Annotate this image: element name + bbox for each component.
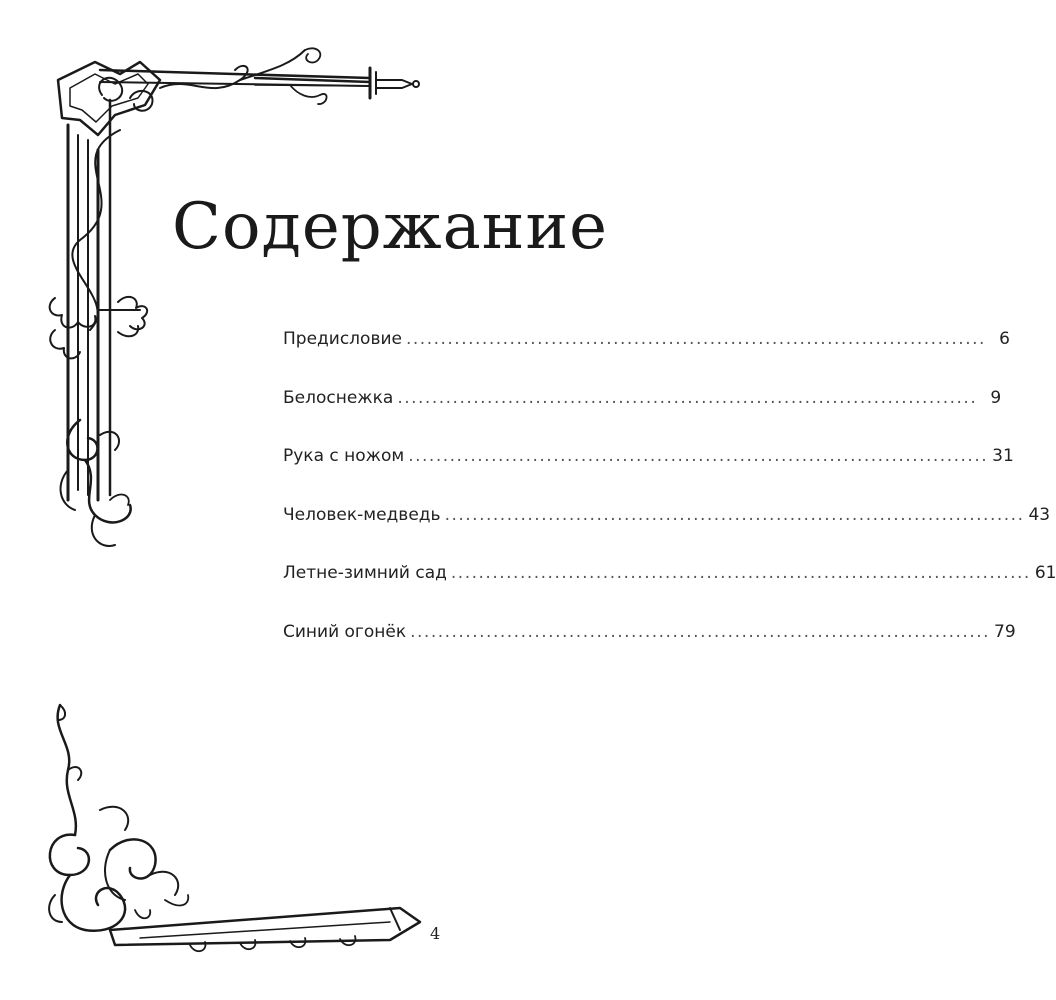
toc-entry[interactable] [283, 621, 1016, 681]
floral-scroll-corner-ornament-icon [40, 700, 430, 960]
toc-entry[interactable] [283, 387, 1002, 447]
toc-leader-dots: .................................................................................... [408, 446, 989, 466]
toc-entry-page: 9 [990, 387, 1002, 408]
toc-entry[interactable] [283, 446, 1014, 505]
page-number: 4 [430, 924, 441, 943]
toc-leader-dots: .................................................................................... [405, 329, 986, 349]
toc-entry-title: Летне-зимний сад [283, 563, 447, 583]
toc-leader-dots: .................................................................................... [397, 387, 978, 408]
table-of-contents [283, 329, 1056, 680]
toc-entry[interactable] [283, 504, 1051, 564]
toc-leader-dots: .................................................................................... [450, 563, 1031, 583]
toc-entry-page: 61 [1034, 563, 1056, 583]
toc-entry[interactable] [283, 329, 1010, 388]
toc-entry-title: Синий огонёк [283, 621, 407, 642]
toc-leader-dots: .................................................................................... [444, 504, 1025, 525]
toc-entry-title: Человек-медведь [283, 504, 441, 525]
toc-entry[interactable] [283, 563, 1056, 622]
toc-leader-dots: .................................................................................... [410, 621, 991, 642]
toc-entry-page: 31 [992, 446, 1014, 466]
toc-entry-title: Белоснежка [283, 387, 394, 408]
toc-entry-title: Предисловие [283, 329, 402, 349]
toc-entry-page: 6 [999, 329, 1010, 349]
toc-entry-title: Рука с ножом [283, 446, 405, 466]
page-title: Содержание [172, 190, 608, 264]
toc-entry-page: 43 [1028, 504, 1051, 525]
toc-entry-page: 79 [994, 621, 1016, 642]
